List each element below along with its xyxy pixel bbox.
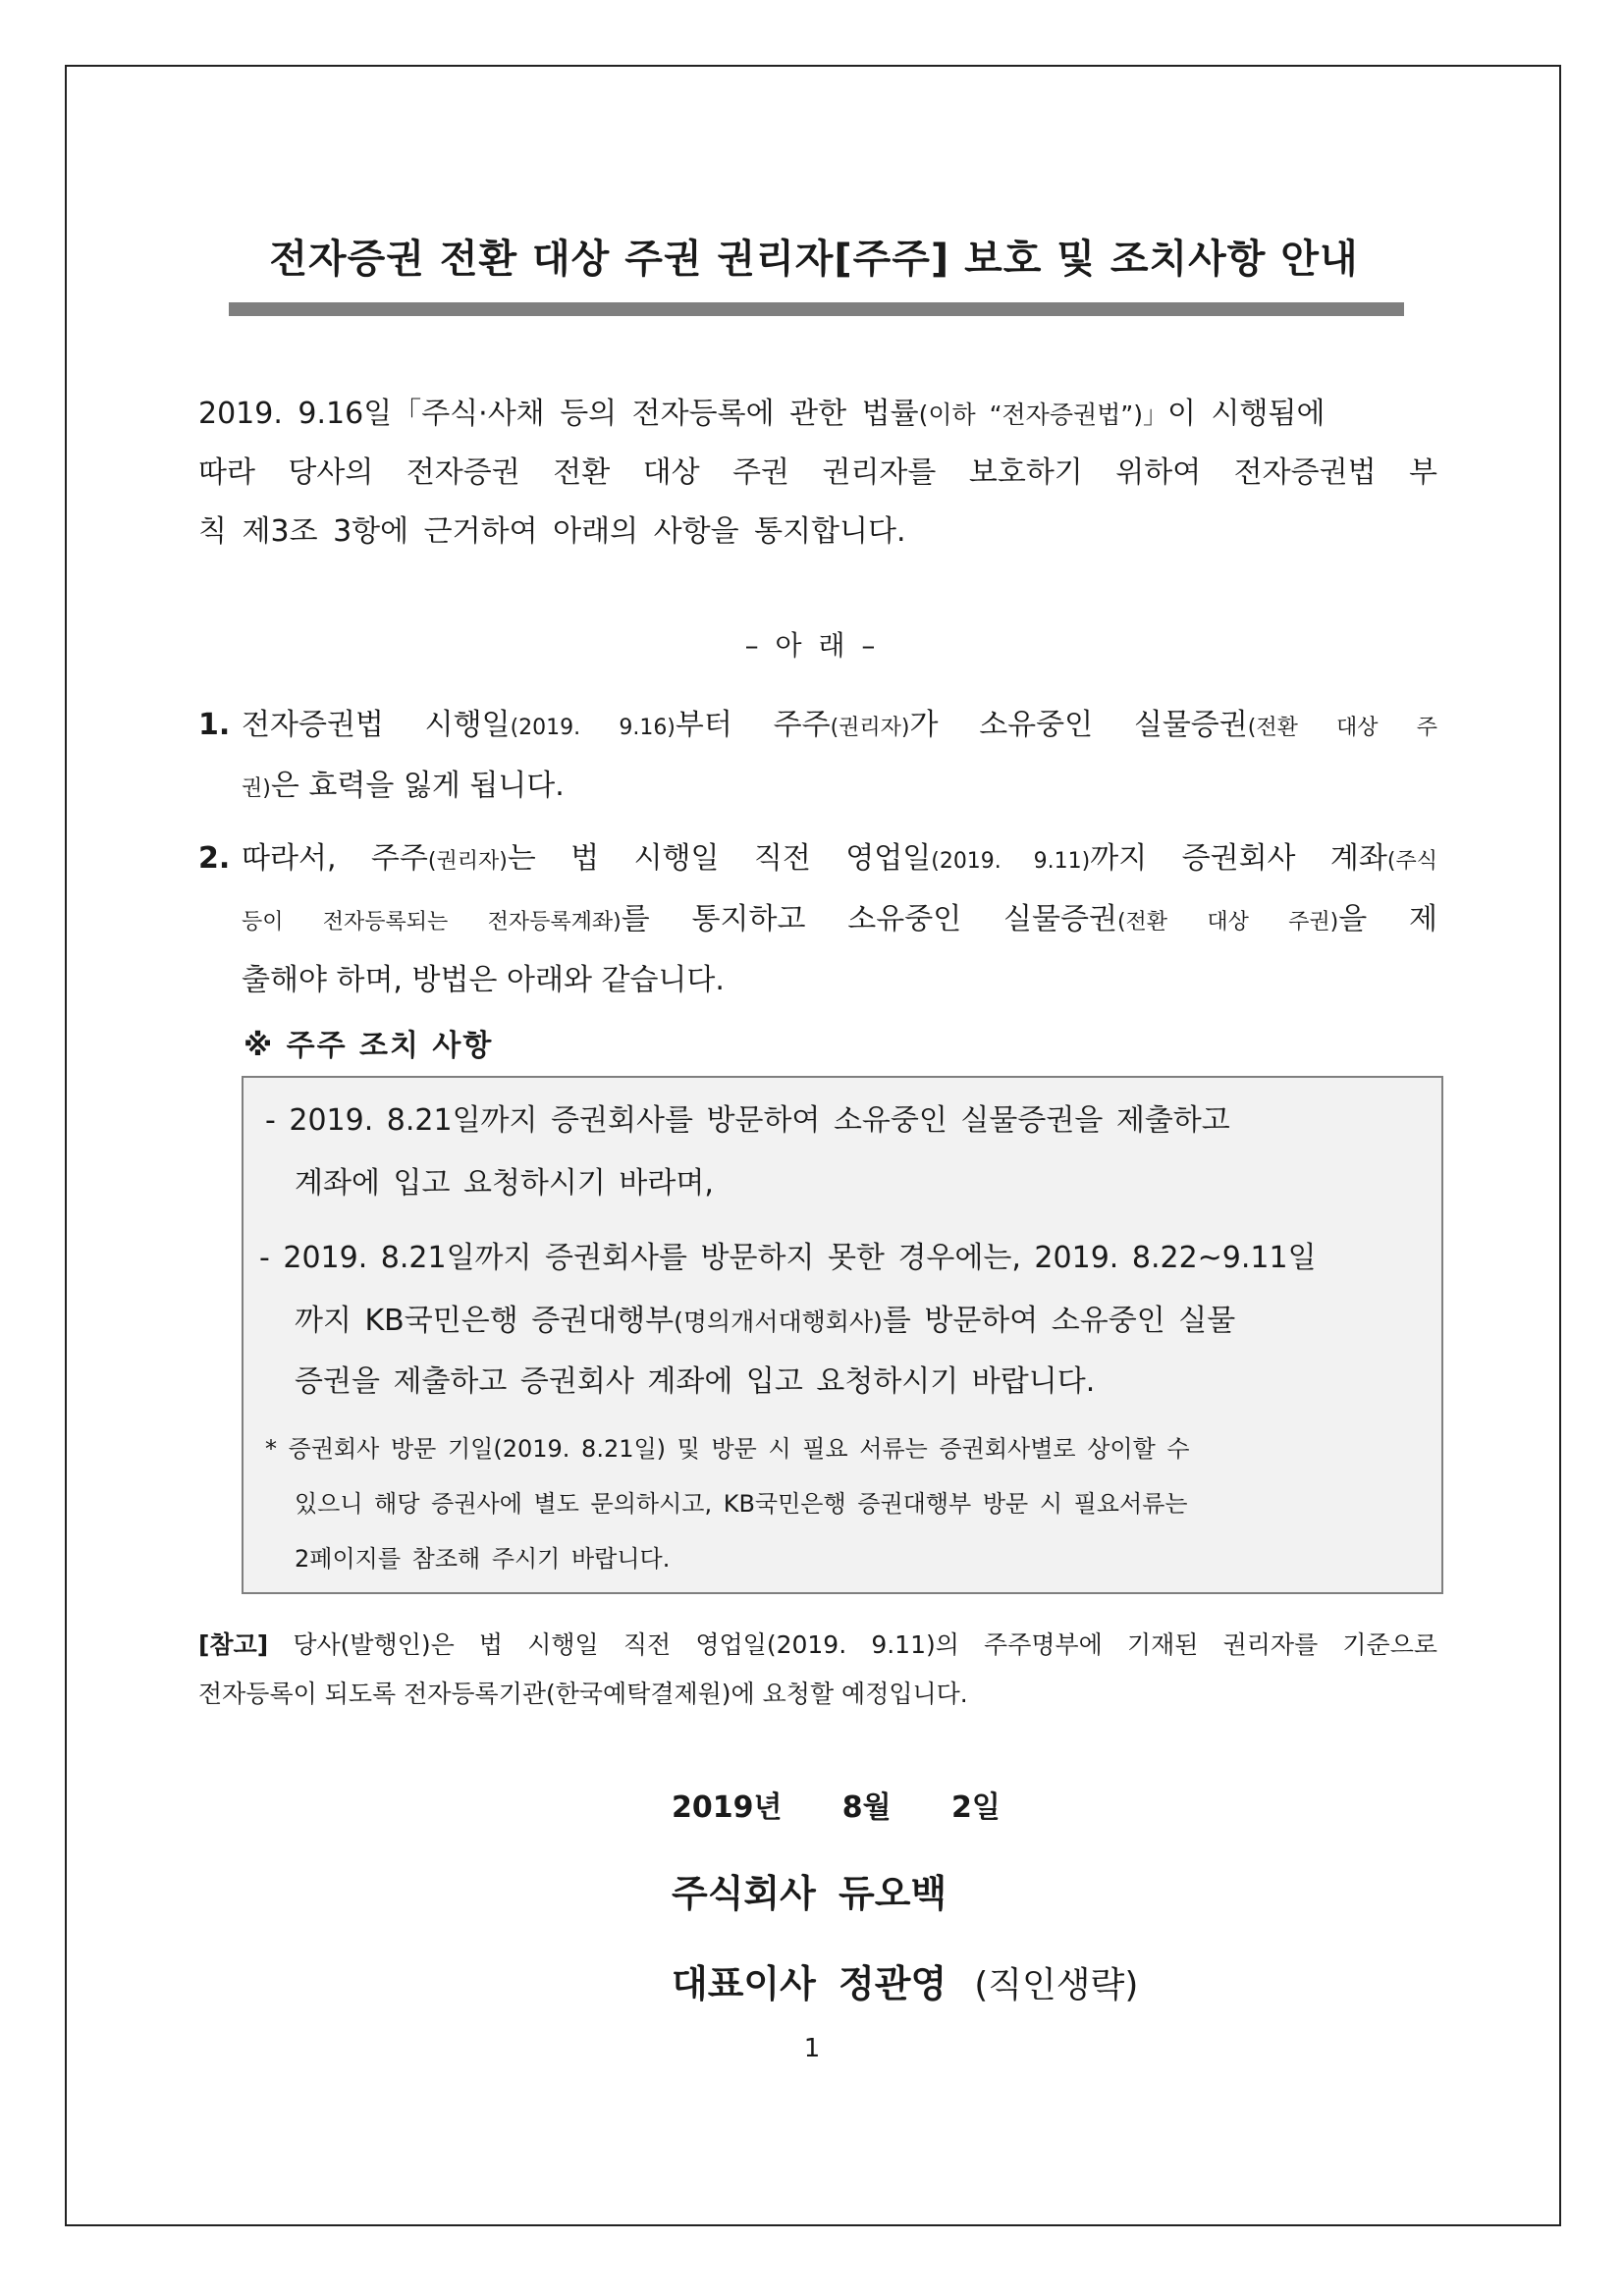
reference-label: [참고]	[198, 1630, 269, 1659]
action-note-3: 2페이지를 참조해 주시기 바랍니다.	[295, 1545, 671, 1573]
page-title: 전자증권 전환 대상 주권 권리자[주주] 보호 및 조치사항 안내	[269, 237, 1359, 282]
action-box	[242, 1076, 1443, 1594]
action-note-1: * 증권회사 방문 기일(2019. 8.21일) 및 방문 시 필요 서류는 증권회사별로 상이할 수	[265, 1435, 1190, 1463]
representative-line: 대표이사 정관영 (직인생략)	[672, 1962, 1139, 2005]
reference-line-1: [참고] 당사(발행인)은 법 시행일 직전 영업일(2019. 9.11)의 주주명부에 기재된 권리자를 기준으로	[198, 1630, 1437, 1659]
seal-note: (직인생략)	[974, 1965, 1139, 2005]
company-name: 주식회사 듀오백	[672, 1872, 947, 1915]
intro-line-1: 2019. 9.16일「주식·사채 등의 전자등록에 관한 법률(이하 “전자증권법”)」이 시행됨에	[198, 397, 1326, 431]
page-number: 1	[803, 2034, 821, 2063]
action-line-1: - 2019. 8.21일까지 증권회사를 방문하여 소유중인 실물증권을 제출하고	[265, 1103, 1230, 1138]
item2-line-2: 등이 전자등록되는 전자등록계좌)를 통지하고 소유중인 실물증권(전환 대상 주권)을 제	[242, 902, 1437, 936]
action-line-4: 까지 KB국민은행 증권대행부(명의개서대행회사)를 방문하여 소유중인 실물	[295, 1304, 1236, 1338]
reference-line-2: 전자등록이 되도록 전자등록기관(한국예탁결제원)에 요청할 예정입니다.	[198, 1680, 968, 1708]
below-marker: – 아 래 –	[744, 629, 880, 662]
action-line-2: 계좌에 입고 요청하시기 바라며,	[295, 1166, 714, 1201]
item-number: 1.	[198, 708, 231, 742]
action-line-3: - 2019. 8.21일까지 증권회사를 방문하지 못한 경우에는, 2019. 8.22~9.11일	[259, 1241, 1317, 1275]
action-note-2: 있으니 해당 증권사에 별도 문의하시고, KB국민은행 증권대행부 방문 시 필요서류는	[295, 1490, 1188, 1518]
intro-line-3: 칙 제3조 3항에 근거하여 아래의 사항을 통지합니다.	[198, 514, 906, 549]
item1-line-2: 권)은 효력을 잃게 됩니다.	[242, 769, 565, 803]
action-heading: ※ 주주 조치 사항	[244, 1029, 494, 1063]
title-underline	[229, 302, 1404, 316]
item2-line-1: 따라서, 주주(권리자)는 법 시행일 직전 영업일(2019. 9.11)까지 증권회사 계좌(주식	[242, 841, 1437, 876]
intro-paragraph	[198, 385, 1437, 561]
item1-line-1: 전자증권법 시행일(2019. 9.16)부터 주주(권리자)가 소유중인 실물증권(전환 대상 주	[242, 708, 1437, 742]
action-line-5: 증권을 제출하고 증권회사 계좌에 입고 요청하시기 바랍니다.	[295, 1364, 1096, 1399]
notice-date: 2019년 8월 2일	[672, 1790, 1001, 1825]
list-item-2	[198, 828, 1437, 1011]
intro-line-2: 따라 당사의 전자증권 전환 대상 주권 권리자를 보호하기 위하여 전자증권법 부	[198, 455, 1437, 490]
list-item-1	[198, 695, 1437, 817]
item-number: 2.	[198, 841, 231, 876]
item2-line-3: 출해야 하며, 방법은 아래와 같습니다.	[242, 963, 725, 997]
reference-note	[198, 1626, 1437, 1724]
